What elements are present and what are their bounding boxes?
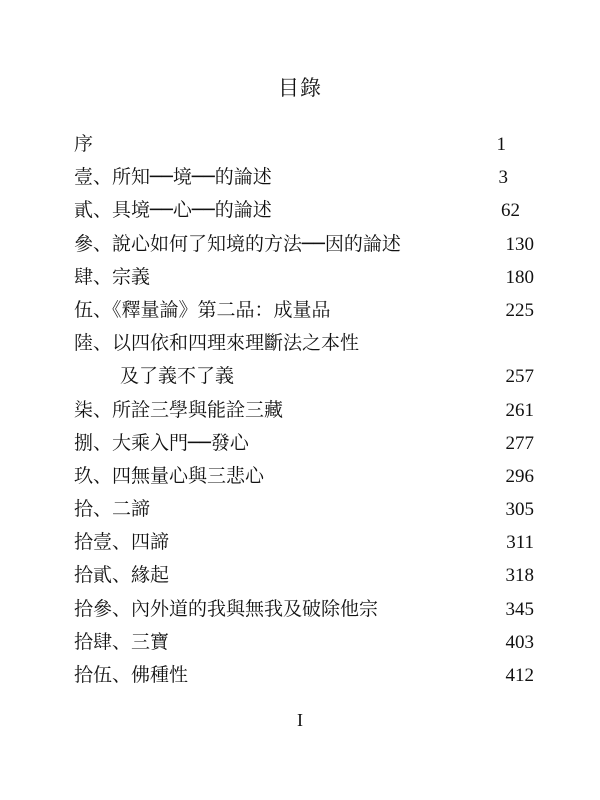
- toc-entry-page: 412: [505, 665, 534, 686]
- toc-entry-page: 345: [505, 598, 534, 620]
- toc-entry-6[interactable]: [74, 327, 534, 360]
- toc-entry-page: 225: [505, 299, 534, 321]
- toc-entry-page: 130: [505, 233, 534, 255]
- toc-entry-page: 296: [505, 465, 534, 487]
- toc-entry-label: 伍、《釋量論》第二品：成量品: [74, 298, 331, 321]
- toc-entry-label: 貳、具境──心──的論述: [74, 199, 272, 222]
- toc-entry-7[interactable]: [74, 394, 534, 427]
- toc-entry-3[interactable]: [74, 228, 534, 261]
- page-number-footer: I: [297, 710, 303, 730]
- toc-entry-label: 拾肆、三寶: [74, 630, 170, 653]
- toc-entry-10[interactable]: [74, 493, 534, 526]
- toc-entry-4[interactable]: [74, 261, 534, 294]
- toc-entry-label: 拾伍、佛種性: [74, 664, 189, 686]
- toc-entry-label: 陸、以四依和四理來理斷法之本性: [74, 332, 360, 355]
- toc-entry-label: 拾壹、四諦: [74, 531, 170, 554]
- toc-entry-label: 拾貳、緣起: [74, 564, 170, 587]
- toc-entry-15[interactable]: [74, 659, 534, 692]
- toc-entry-8[interactable]: [74, 427, 534, 460]
- toc-entry-label: 玖、四無量心與三悲心: [74, 464, 265, 487]
- toc-entry-label: 序: [74, 133, 94, 155]
- toc-entry-label: 壹、所知──境──的論述: [74, 166, 272, 189]
- toc-entry-12[interactable]: [74, 559, 534, 592]
- toc-entry-label: 及了義不了義: [120, 365, 235, 388]
- toc-entry-page: 318: [505, 565, 534, 587]
- toc-entry-label: 柒、所詮三學與能詮三藏: [74, 398, 284, 421]
- toc-entry-page: 3: [498, 167, 508, 189]
- toc-title: 目錄: [278, 76, 322, 100]
- toc-entry-6-continued[interactable]: [74, 360, 534, 393]
- toc-entry-page: 311: [506, 532, 534, 554]
- toc-entry-page: 403: [505, 631, 534, 653]
- toc-entry-14[interactable]: [74, 626, 534, 659]
- toc-entry-page: 62: [501, 200, 520, 222]
- toc-entry-9[interactable]: [74, 460, 534, 493]
- toc-entry-label: 參、說心如何了知境的方法──因的論述: [74, 232, 401, 255]
- toc-entry-5[interactable]: [74, 294, 534, 327]
- toc-entry-1[interactable]: [74, 161, 534, 194]
- toc-entry-label: 肆、宗義: [74, 265, 151, 288]
- toc-entry-11[interactable]: [74, 526, 534, 559]
- toc-entry-label: 拾、二諦: [74, 498, 151, 521]
- toc-entry-page: 180: [505, 266, 534, 288]
- table-of-contents: [74, 128, 534, 692]
- toc-entry-2[interactable]: [74, 194, 534, 227]
- toc-entry-page: 277: [505, 432, 534, 454]
- toc-entry-label: 捌、大乘入門──發心: [74, 431, 249, 454]
- toc-entry-13[interactable]: [74, 593, 534, 626]
- toc-entry-label: 拾參、內外道的我與無我及破除他宗: [74, 597, 379, 620]
- toc-entry-page: 1: [496, 134, 506, 155]
- toc-entry-page: 261: [505, 399, 534, 421]
- toc-entry-page: 257: [505, 366, 534, 388]
- toc-entry-page: 305: [505, 499, 534, 521]
- toc-entry-preface[interactable]: [74, 128, 534, 161]
